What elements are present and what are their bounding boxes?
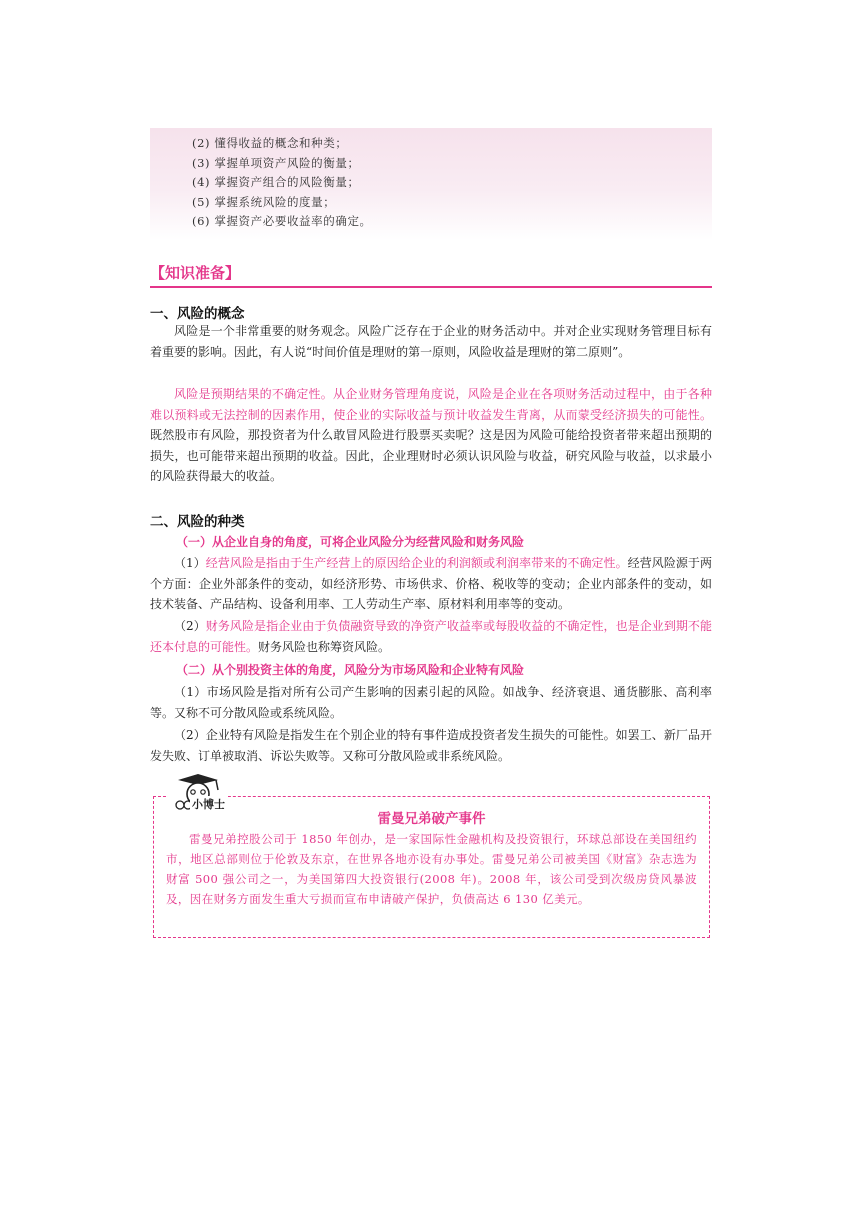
section-2-paragraph-3: （1）市场风险是指对所有公司产生影响的因素引起的风险。如战争、经济衰退、通货膨胀、高利率等。又称不可分散风险或系统风险。 — [150, 685, 712, 720]
objectives-list — [150, 128, 712, 232]
section-1-paragraph-1: 风险是一个非常重要的财务观念。风险广泛存在于企业的财务活动中。并对企业实现财务管理目标有着重要的影响。因此，有人说“时间价值是理财的第一原则，风险收益是理财的第二原则”。 — [150, 324, 712, 359]
section-2-paragraph-4: （2）企业特有风险是指发生在个别企业的特有事件造成投资者发生损失的可能性。如罢工、新厂品开发失败、订单被取消、诉讼失败等。又称可分散风险或非系统风险。 — [150, 728, 712, 763]
heading-underline — [150, 286, 712, 288]
case-study-box — [153, 796, 710, 938]
objective-item: (2) 懂得收益的概念和种类； — [192, 136, 348, 150]
paragraph-text: 经营风险源于两个方面：企业外部条件的变动，如经济形势、市场供求、价格、税收等的变动；企业内部条件的变动，如技术装备、产品结构、设备利用率、工人劳动生产率、原材料利用率等的变动。 — [150, 556, 712, 611]
knowledge-prep-heading: 【知识准备】 — [150, 264, 241, 282]
item-number: （1） — [174, 556, 206, 570]
case-title: 雷曼兄弟破产事件 — [377, 811, 486, 827]
paragraph-text: 既然股市有风险，那投资者为什么敢冒风险进行股票买卖呢？这是因为风险可能给投资者带来超出预期的损失，也可能带来超出预期的收益。因此，企业理财时必须认识风险与收益，研究风险与收益，以求最小的风险获得最大的收益。 — [150, 428, 712, 483]
section-1-paragraph-2 — [150, 384, 712, 487]
operating-risk-highlight: 经营风险是指由于生产经营上的原因给企业的利润额或利润率带来的不确定性。 — [205, 556, 628, 570]
risk-definition-highlight: 风险是预期结果的不确定性。从企业财务管理角度说，风险是企业在各项财务活动过程中，由于各种难以预料或无法控制的因素作用，使企业的实际收益与预计收益发生背离，从而蒙受经济损失的可能性。 — [150, 387, 712, 422]
subsection-1-title: （一）从企业自身的角度，可将企业风险分为经营风险和财务风险 — [176, 535, 525, 549]
learning-objectives-panel — [150, 128, 712, 240]
section-1-title: 一、风险的概念 — [150, 306, 245, 322]
objective-item: (3) 掌握单项资产风险的衡量； — [192, 155, 360, 170]
item-number: （2） — [174, 619, 206, 633]
subsection-2-title: （二）从个别投资主体的角度，风险分为市场风险和企业特有风险 — [176, 663, 525, 677]
case-body: 雷曼兄弟控股公司于 1850 年创办，是一家国际性金融机构及投资银行，环球总部设在美国纽约市，地区总部则位于伦敦及东京，在世界各地亦设有办事处。雷曼兄弟公司被美国《财富》杂志选为财富 500 强公司之一，为美国第四大投资银行(2008 年)。2008 年，该公司受到次级房贷风暴波及，因在财务方面发生重大亏损而宣布申请破产保护，负债高达 6 130 亿美元。 — [166, 832, 697, 906]
objective-item: (6) 掌握资产必要收益率的确定。 — [192, 214, 372, 228]
section-2-paragraph-1 — [150, 553, 712, 615]
financial-risk-highlight: 财务风险是指企业由于负债融资导致的净资产收益率或每股收益的不确定性，也是企业到期不能还本付息的可能性。 — [150, 619, 712, 654]
section-2-title: 二、风险的种类 — [150, 514, 245, 530]
paragraph-text: 财务风险也称筹资风险。 — [258, 639, 391, 654]
objective-item: (4) 掌握资产组合的风险衡量； — [192, 175, 360, 189]
section-2-paragraph-2 — [150, 616, 712, 657]
mascot-label: 小博士 — [192, 798, 225, 811]
objective-item: (5) 掌握系统风险的度量； — [192, 194, 336, 209]
